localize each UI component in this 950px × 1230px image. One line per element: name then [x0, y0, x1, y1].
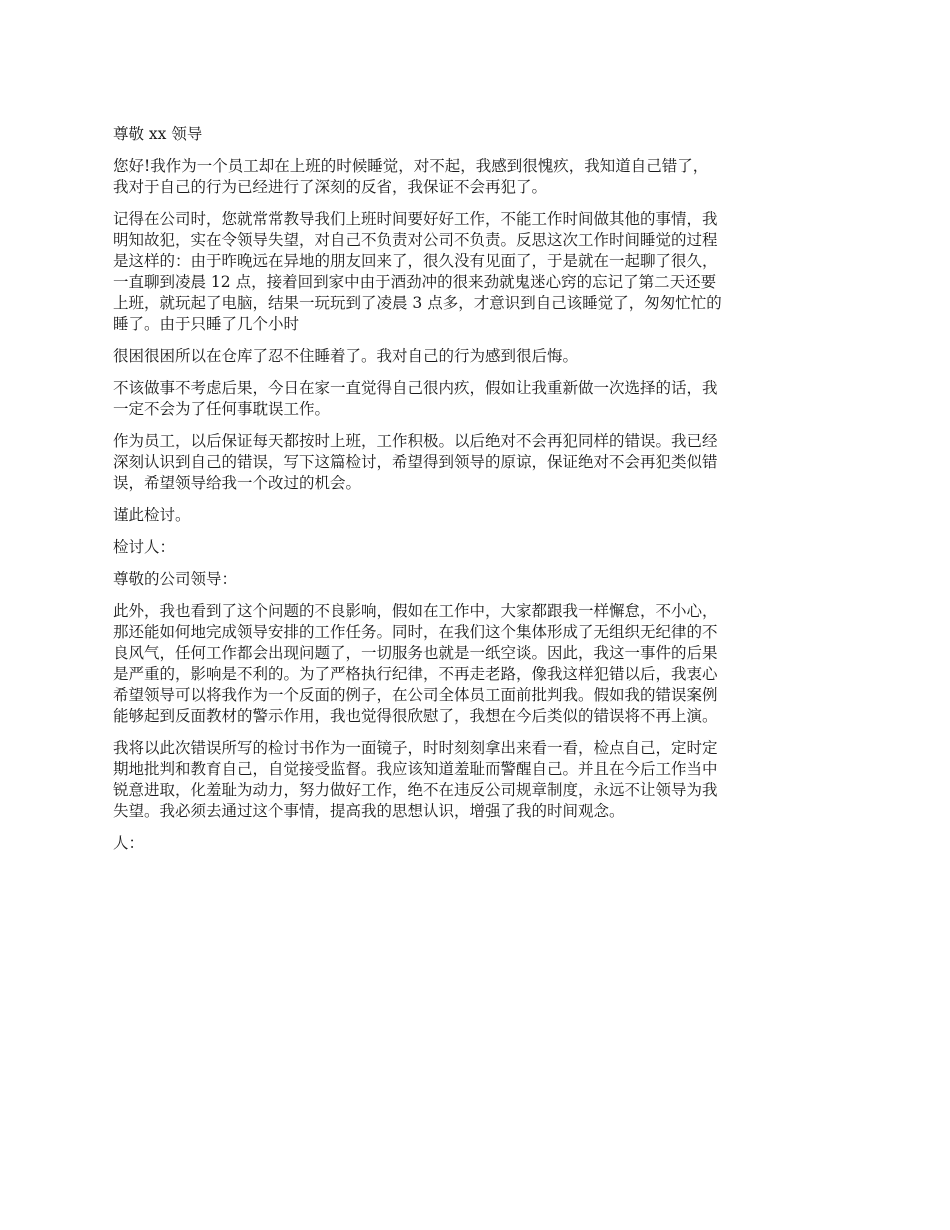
paragraph-mirror: [113, 738, 841, 822]
text-line: 我将以此次错误所写的检讨书作为一面镜子，时时刻刻拿出来看一看，检点自己，定时定: [113, 739, 718, 757]
text-line: 谨此检讨。: [113, 506, 191, 524]
paragraph-promise: [113, 431, 841, 494]
text-line: 尊敬 xx 领导: [113, 125, 203, 143]
text-line: 那还能如何地完成领导安排的工作任务。同时，在我们这个集体形成了无组织无纪律的不: [113, 623, 718, 641]
text-line: 很困很困所以在仓库了忍不住睡着了。我对自己的行为感到很后悔。: [113, 347, 579, 365]
text-line: 上班，就玩起了电脑，结果一玩玩到了凌晨 3 点多，才意识到自己该睡觉了，匆匆忙忙的: [113, 294, 722, 312]
second-salutation: [113, 569, 841, 590]
text-line: 误，希望领导给我一个改过的机会。: [113, 474, 362, 492]
text-line: 良风气，任何工作都会出现问题了，一切服务也就是一纸空谈。因此，我这一事件的后果: [113, 644, 718, 662]
text-line: 此外，我也看到了这个问题的不良影响，假如在工作中，大家都跟我一样懈怠，不小心，: [113, 602, 718, 620]
paragraph-impact: [113, 601, 841, 727]
text-line: 明知故犯，实在令领导失望，对自己不负责对公司不负责。反思这次工作时间睡觉的过程: [113, 231, 718, 249]
text-line: 一直聊到凌晨 12 点，接着回到家中由于酒劲冲的很来劲就鬼迷心窍的忘记了第二天还要: [113, 273, 717, 291]
paragraph-consequence: [113, 378, 841, 420]
text-line: 失望。我必须去通过这个事情，提高我的思想认识，增强了我的时间观念。: [113, 802, 625, 820]
paragraph-apology: [113, 156, 841, 198]
text-line: 是严重的，影响是不利的。为了严格执行纪律，不再走老路，像我这样犯错以后，我衷心: [113, 665, 718, 683]
text-line: 深刻认识到自己的错误，写下这篇检讨，希望得到领导的原谅，保证绝对不会再犯类似错: [113, 453, 718, 471]
salutation: [113, 124, 841, 145]
text-line: 检讨人：: [113, 538, 176, 556]
document-page: [113, 124, 841, 865]
text-line: 希望领导可以将我作为一个反面的例子，在公司全体员工面前批判我。假如我的错误案例: [113, 686, 718, 704]
text-line: 您好!我作为一个员工却在上班的时候睡觉，对不起，我感到很愧疚，我知道自己错了，: [113, 157, 709, 175]
text-line: 锐意进取，化羞耻为动力，努力做好工作，绝不在违反公司规章制度，永远不让领导为我: [113, 781, 718, 799]
signature-label: [113, 537, 841, 558]
text-line: 能够起到反面教材的警示作用，我也觉得很欣慰了，我想在今后类似的错误将不再上演。: [113, 707, 718, 725]
text-line: 人：: [113, 834, 145, 852]
closing-phrase: [113, 505, 841, 526]
text-line: 作为员工，以后保证每天都按时上班，工作积极。以后绝对不会再犯同样的错误。我已经: [113, 432, 718, 450]
paragraph-reflection: [113, 209, 841, 335]
paragraph-regret: [113, 346, 841, 367]
text-line: 不该做事不考虑后果，今日在家一直觉得自己很内疚，假如让我重新做一次选择的话，我: [113, 379, 718, 397]
text-line: 期地批判和教育自己，自觉接受监督。我应该知道羞耻而警醒自己。并且在今后工作当中: [113, 760, 718, 778]
final-signature-label: [113, 833, 841, 854]
text-line: 尊敬的公司领导：: [113, 570, 238, 588]
text-line: 记得在公司时，您就常常教导我们上班时间要好好工作，不能工作时间做其他的事情，我: [113, 210, 718, 228]
text-line: 是这样的：由于昨晚远在异地的朋友回来了，很久没有见面了，于是就在一起聊了很久，: [113, 252, 718, 270]
text-line: 我对于自己的行为已经进行了深刻的反省，我保证不会再犯了。: [113, 178, 548, 196]
text-line: 睡了。由于只睡了几个小时: [113, 315, 300, 333]
text-line: 一定不会为了任何事耽误工作。: [113, 400, 331, 418]
